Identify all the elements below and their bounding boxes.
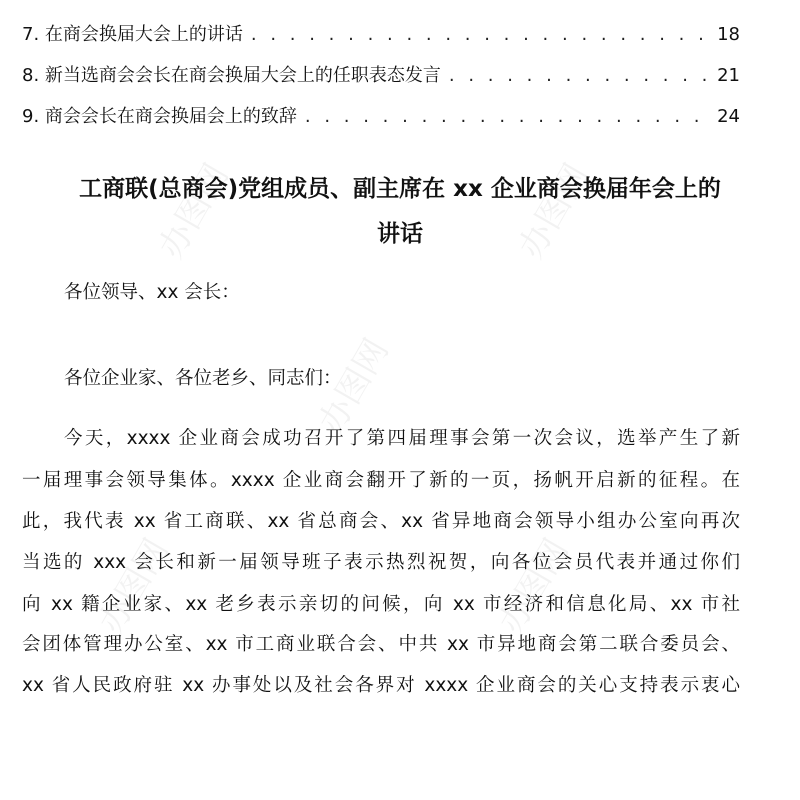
watermark: 办图网 — [151, 157, 237, 266]
paragraph-line: xx 省人民政府驻 xx 办事处以及社会各界对 xxxx 企业商会的关心支持表示衷心 — [22, 675, 740, 696]
toc-entry-label: 8. 新当选商会会长在商会换届大会上的任职表态发言 — [22, 65, 441, 86]
document-title-line1: 工商联(总商会)党组成员、副主席在 xx 企业商会换届年会上的 — [79, 176, 721, 202]
toc-leader-dots — [305, 106, 709, 127]
toc-entry-label: 9. 商会会长在商会换届会上的致辞 — [22, 106, 297, 127]
toc-entry[interactable] — [22, 61, 740, 87]
watermark: 办图网 — [511, 157, 597, 266]
toc-entry[interactable] — [22, 20, 740, 46]
toc-page-number: 21 — [717, 65, 740, 86]
watermark: 办图网 — [91, 532, 177, 641]
paragraph-line: 会团体管理办公室、xx 市工商业联合会、中共 xx 市异地商会第二联合委员会、 — [22, 634, 740, 655]
watermark: 办图网 — [311, 332, 397, 441]
toc-leader-dots — [251, 24, 709, 45]
paragraph-line: 当选的 xxx 会长和新一届领导班子表示热烈祝贺，向各位会员代表并通过你们 — [22, 552, 740, 573]
toc-leader-dots — [449, 65, 709, 86]
toc-page-number: 18 — [717, 24, 740, 45]
toc-entry-label: 7. 在商会换届大会上的讲话 — [22, 24, 243, 45]
toc-page-number: 24 — [717, 106, 740, 127]
toc-entry[interactable] — [22, 102, 740, 128]
watermark: 办图网 — [491, 532, 577, 641]
paragraph-line: 向 xx 籍企业家、xx 老乡表示亲切的问候，向 xx 市经济和信息化局、xx 市社 — [22, 594, 740, 615]
greeting-line: 各位企业家、各位老乡、同志们： — [64, 368, 342, 389]
document-title-line2: 讲话 — [377, 221, 423, 247]
paragraph-line: 一届理事会领导集体。xxxx 企业商会翻开了新的一页，扬帆开启新的征程。在 — [22, 470, 740, 491]
greeting-line: 各位领导、xx 会长： — [64, 282, 240, 303]
paragraph-line: 今天，xxxx 企业商会成功召开了第四届理事会第一次会议，选举产生了新 — [64, 428, 740, 449]
paragraph-line: 此，我代表 xx 省工商联、xx 省总商会、xx 省异地商会领导小组办公室向再次 — [22, 511, 740, 532]
